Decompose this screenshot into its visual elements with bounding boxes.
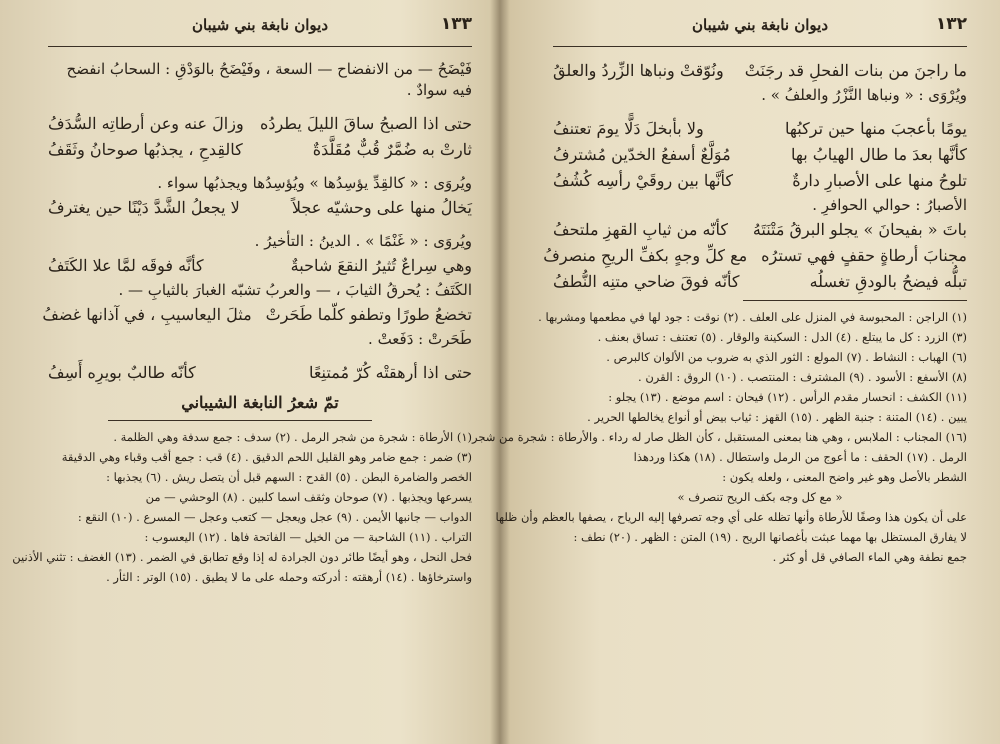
verse-second-half: لا يجعلُ الشَّدَّ دَيْنًا حين يغترفُ xyxy=(48,198,240,217)
footnote-line: الخصر والضامرة البطن . (٥) القدح : السهم قبل أن يتصل ريش . (٦) يجذبها : xyxy=(106,470,472,484)
footnote-line: جمع نطفة وهي الماء الصافي قل أو كثر . xyxy=(772,550,967,564)
verse-second-half: مع كلِّ وجهٍ بكفِّ الريحِ منصرفُ xyxy=(543,246,748,265)
verse xyxy=(553,218,967,242)
footnotes xyxy=(471,307,967,567)
verse xyxy=(553,143,967,167)
footnote-line: الرمل . (١٧) الحقف : ما أعوج من الرمل واستطال . (١٨) هكذا وردهذا xyxy=(633,450,967,464)
footnote-rule xyxy=(108,420,372,421)
footnote-rule xyxy=(743,300,967,301)
footnote-line: (١٦) المجناب : الملابس ، وهي هنا بمعنى المستقبل ، كأن الظل صار له رداء . والأرطاة : شجرة من شجر xyxy=(471,430,967,444)
right-page xyxy=(471,0,975,744)
verse-second-half: كأنَّها بين روقَيْ رأسِه كُشُفُ xyxy=(553,171,734,190)
verse-second-half: ونُوّقتْ ونباها الزِّردُ والعلقُ xyxy=(553,61,724,80)
verse-first-half: تبلُّه فيضحُ بالودقِ تغسلُه xyxy=(809,272,967,291)
verse-first-half: ما راجنَ من بنات الفحلِ قد رجَنَتْ xyxy=(744,61,967,80)
text-line: ويُروَى : « غَنْمًا » . الدينُ : التأخيرُ . xyxy=(254,232,472,250)
verse-first-half: تلوحُ منها على الأصبارِ دارةٌ xyxy=(792,171,967,190)
footnote-line: (٨) الأسفع : الأسود . (٩) المشترف : المنتصب . (١٠) الروق : القرن . xyxy=(638,370,967,384)
verse xyxy=(42,303,472,327)
end-of-poems: تمّ شعرُ النابغة الشيباني xyxy=(181,393,339,412)
verse xyxy=(553,169,967,193)
verse-second-half: كالقِدحِ ، يجذبُها صوحانُ وثَقَفُ xyxy=(48,140,243,159)
page-body xyxy=(471,59,967,567)
footnotes xyxy=(12,427,472,587)
verse xyxy=(553,270,967,294)
text-line: الكَتَفُ : يُحرقُ الثيابَ ، — والعربُ تشبّه الغبارَ بالثيابِ — . xyxy=(118,281,472,299)
verse-second-half: ولا بأبخلَ دَلًّا يومَ تعتنفُ xyxy=(553,119,704,138)
verse-first-half: تخضعُ طورًا وتطفو كلّما طَحَرتْ xyxy=(265,305,472,324)
text-line: ويُرْوَى : « ونباها النَّزْرُ والعلفُ » . xyxy=(761,86,967,104)
verse-second-half: كأنّه فوقَ ضاحي متنِه النُّطفُ xyxy=(553,272,740,291)
footnote-line: على أن يكون هذا وصفًا للأرطاة وأنها تظله على أي وجه تصرفها إليه الرياح ، يصفها بالعظم وأن ظلها xyxy=(495,510,967,524)
footnote-line: (٣) ضمر : جمع ضامر وهو القليل اللحم الدقيق . (٤) قب : جمع أقب وقباء وهي الدقيقة xyxy=(61,450,472,464)
page-body xyxy=(12,59,472,587)
verse xyxy=(543,244,967,268)
footnote-line: واسترخاؤها . (١٤) أرهقته : أدركته وحمله على ما لا يطيق . (١٥) الوتر : الثأر . xyxy=(106,570,472,584)
verse-first-half: يومًا بأعجبَ منها حين تركبُها xyxy=(785,119,967,138)
text-line: ويُروَى : « كالقِدِّ يؤسِدُها » ويُؤسِدُها ويجذبُها سواء . xyxy=(157,174,472,192)
footnote-line: يبين . (١٤) المتنة : جنبة الظهر . (١٥) القهز : ثياب بيض أو أنواع يخالطها الحرير . xyxy=(587,410,967,424)
footnote-line: (٦) الهباب : النشاط . (٧) المولع : الثور الذي به ضروب من الألوان كالبرص . xyxy=(606,350,967,364)
footnote-line: التراب . (١١) الشاحبة — من الخيل — الفاتحة فاها . (١٢) اليعسوب : xyxy=(144,530,472,544)
page-title: ديوان نابغة بني شيبان xyxy=(691,16,829,34)
verse-second-half: مُوَلَّعٌ أسفعُ الخدّين مُشترفُ xyxy=(553,145,731,164)
left-page xyxy=(12,0,480,744)
verse-first-half: يَخالُ منها على وحشيّه عجلاً xyxy=(291,198,472,217)
footnote-line: (١) الأرطاة : شجرة من شجر الرمل . (٢) سدف : جمع سدفة وهي الظلمة . xyxy=(113,430,472,444)
text-line: الأصبارُ : حوالي الحوافرِ . xyxy=(812,196,967,214)
footnote-line: « مع كل وجه بكف الريح تنصرف » xyxy=(677,490,843,504)
verse-first-half: حتى اذا أرهقتْه كُرّ مُمتنِعًا xyxy=(308,363,472,382)
verse-second-half: مثلَ اليعاسيبِ ، في آذانها غضفُ xyxy=(42,305,252,324)
footnote-line: فحل النحل ، وهو أيضًا طائر دون الجرادة له إذا وقع تطابق في الضمر . (١٣) الغضف : تثني الأذنين xyxy=(12,550,472,564)
footnote-line: الدواب — جانبها الأيمن . (٩) عجل ويعجل — كتعب وعجل — المسرع . (١٠) النقع : xyxy=(77,510,472,524)
footnote-line: يسرعها ويجذبها . (٧) صوحان وثقف اسما كلبين . (٨) الوحشي — من xyxy=(145,490,472,504)
text-line: طَحَرتْ : دَفَعتْ . xyxy=(368,330,472,348)
footnote-line: (٣) الزرد : كل ما يبتلع . (٤) الدل : السكينة والوقار . (٥) تعتنف : تساق بعنف . xyxy=(597,330,967,344)
footnote-line: لا يفارق المستظل بها مهما عبثت بأغصانها الريح . (١٩) المتن : الظهر . (٢٠) نطف : xyxy=(573,530,967,544)
verse-first-half: حتى اذا الصبحُ ساقَ الليلَ يطردُه xyxy=(259,114,472,133)
page-header xyxy=(553,12,967,47)
verse xyxy=(48,196,472,220)
verse xyxy=(48,138,472,162)
verse xyxy=(553,59,967,83)
text-line: فَيْضَحُ — من الانفضاح — السعة ، وفَيْضَحُ بالوَدْقِ : السحابُ انفضح xyxy=(66,60,472,78)
page-header xyxy=(48,12,472,47)
verse xyxy=(48,112,472,136)
page-title: ديوان نابغة بني شيبان xyxy=(191,16,329,34)
verse xyxy=(48,254,472,278)
verse xyxy=(553,117,967,141)
footnote-line: (١١) الكشف : انحسار مقدم الرأس . (١٢) فيحان : اسم موضع . (١٣) يجلو : xyxy=(608,390,967,404)
verse-second-half: كأنَّه فوقَه لمَّا علا الكَتَفُ xyxy=(48,256,204,275)
text-line: فيه سوادٌ . xyxy=(406,81,472,99)
verse-first-half: مجنابَ أرطاةٍ حقفٍ فهي تسترُه xyxy=(761,246,967,265)
page-number: ١٣٢ xyxy=(935,14,967,34)
verse-first-half: باتَ « بفيحانَ » يجلو البرقُ مَتْنَتَهُ xyxy=(752,220,967,239)
verse-first-half: كأنَّها بعدَ ما طال الهيابُ بها xyxy=(790,145,967,164)
footnote-line: (١) الراجن : المحبوسة في المنزل على العلف . (٢) نوقت : جود لها في مطعمها ومشربها . xyxy=(538,310,967,324)
page-number: ١٣٣ xyxy=(440,14,472,34)
verse-second-half: كأنّه من ثيابِ القهزِ ملتحفُ xyxy=(553,220,729,239)
verse-first-half: ثارتْ به ضُمَّرٌ قُبٌّ مُقَلَّدَةٌ xyxy=(312,140,472,159)
verse-second-half: كأنّه طالبٌ بويرِه أَسِفُ xyxy=(48,363,196,382)
verse-second-half: وزالَ عنه وعن أرطاتِه السُّدَفُ xyxy=(48,114,244,133)
verse-first-half: وهي سِراعٌ تُثيرُ النقعَ شاحبةٌ xyxy=(290,256,472,275)
verse xyxy=(48,361,472,385)
footnote-line: الشطر بالأصل وهو غير واضح المعنى ، ولعله يكون : xyxy=(722,470,967,484)
